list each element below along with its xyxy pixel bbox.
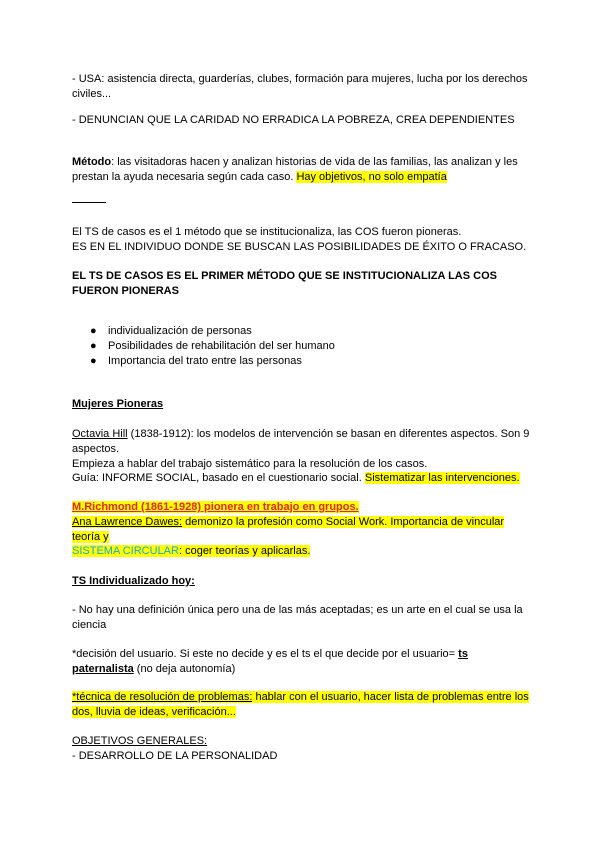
metodo-text: : las visitadoras hacen y analizan historias de vida de las familias, las analizan y les prestan la ayuda necesaria según cada caso. — [72, 156, 518, 183]
usa-paragraph: - USA: asistencia directa, guarderías, clubes, formación para mujeres, lucha por los derechos civiles... — [72, 73, 528, 100]
list-item: ● Importancia del trato entre las personas — [90, 355, 302, 367]
list-item: ● individualización de personas — [90, 325, 252, 337]
metodo-paragraph — [72, 155, 532, 185]
bullet-icon: ● — [90, 340, 97, 352]
metodo-label: Método — [72, 156, 112, 168]
richmond-line — [72, 500, 532, 515]
octavia-paragraph: Octavia Hill (1838-1912): los modelos de intervención se basan en diferentes aspectos. Son 9 aspectos. — [72, 428, 530, 455]
metodo-highlight: Hay objetivos, no solo empatía — [296, 171, 447, 183]
pioneras-heading: Mujeres Pioneras — [72, 398, 164, 410]
sistema-line: SISTEMA CIRCULAR: coger teorías y aplicarlas. — [72, 545, 311, 557]
objetivos-heading: OBJETIVOS GENERALES: — [72, 735, 208, 747]
octavia-name: Octavia Hill — [72, 428, 128, 440]
richmond-text: M.Richmond (1861-1928) pionera en trabajo en grupos. — [72, 501, 359, 513]
empieza-line: Empieza a hablar del trabajo sistemático para la resolución de los casos. — [72, 458, 428, 470]
decision-paragraph: *decisión del usuario. Si este no decide y es el ts el que decide por el usuario= ts paternalista (no deja autonomía) — [72, 648, 468, 675]
bullet-icon: ● — [90, 355, 97, 367]
hoy-heading: TS Individualizado hoy: — [72, 575, 195, 587]
list-item: ● Posibilidades de rehabilitación del ser humano — [90, 340, 335, 352]
casos-bold: EL TS DE CASOS ES EL PRIMER MÉTODO QUE SE INSTITUCIONALIZA LAS COS FUERON PIONERAS — [72, 270, 497, 297]
paternalista-term: ts paternalista — [72, 648, 468, 675]
ana-name: Ana Lawrence Dawes: — [72, 516, 183, 528]
guia-highlight: Sistematizar las intervenciones. — [364, 472, 520, 484]
tecnica-paragraph: *técnica de resolución de problemas: hablar con el usuario, hacer lista de problemas entre los dos, lluvia de ideas, verificación... — [72, 691, 529, 718]
separator-line — [72, 202, 106, 203]
definicion-paragraph: - No hay una definición única pero una de las más aceptadas; es un arte en el cual se usa la ciencia — [72, 604, 523, 631]
bullet-list — [72, 324, 532, 369]
objetivos-item: - DESARROLLO DE LA PERSONALIDAD — [72, 750, 278, 762]
casos-line2: ES EN EL INDIVIDUO DONDE SE BUSCAN LAS POSIBILIDADES DE ÉXITO O FRACASO. — [72, 241, 527, 253]
guia-line: Guía: INFORME SOCIAL, basado en el cuestionario social. Sistematizar las intervenciones. — [72, 472, 520, 484]
denuncian-paragraph: - DENUNCIAN QUE LA CARIDAD NO ERRADICA LA POBREZA, CREA DEPENDIENTES — [72, 114, 515, 126]
bullet-icon: ● — [90, 325, 97, 337]
casos-line1: El TS de casos es el 1 método que se institucionaliza, las COS fueron pioneras. — [72, 226, 462, 238]
ana-paragraph: Ana Lawrence Dawes: demonizo la profesión como Social Work. Importancia de vincular teoría y — [72, 516, 505, 543]
tecnica-name: *técnica de resolución de problemas: — [72, 691, 253, 703]
sistema-name: SISTEMA CIRCULAR — [72, 545, 179, 557]
